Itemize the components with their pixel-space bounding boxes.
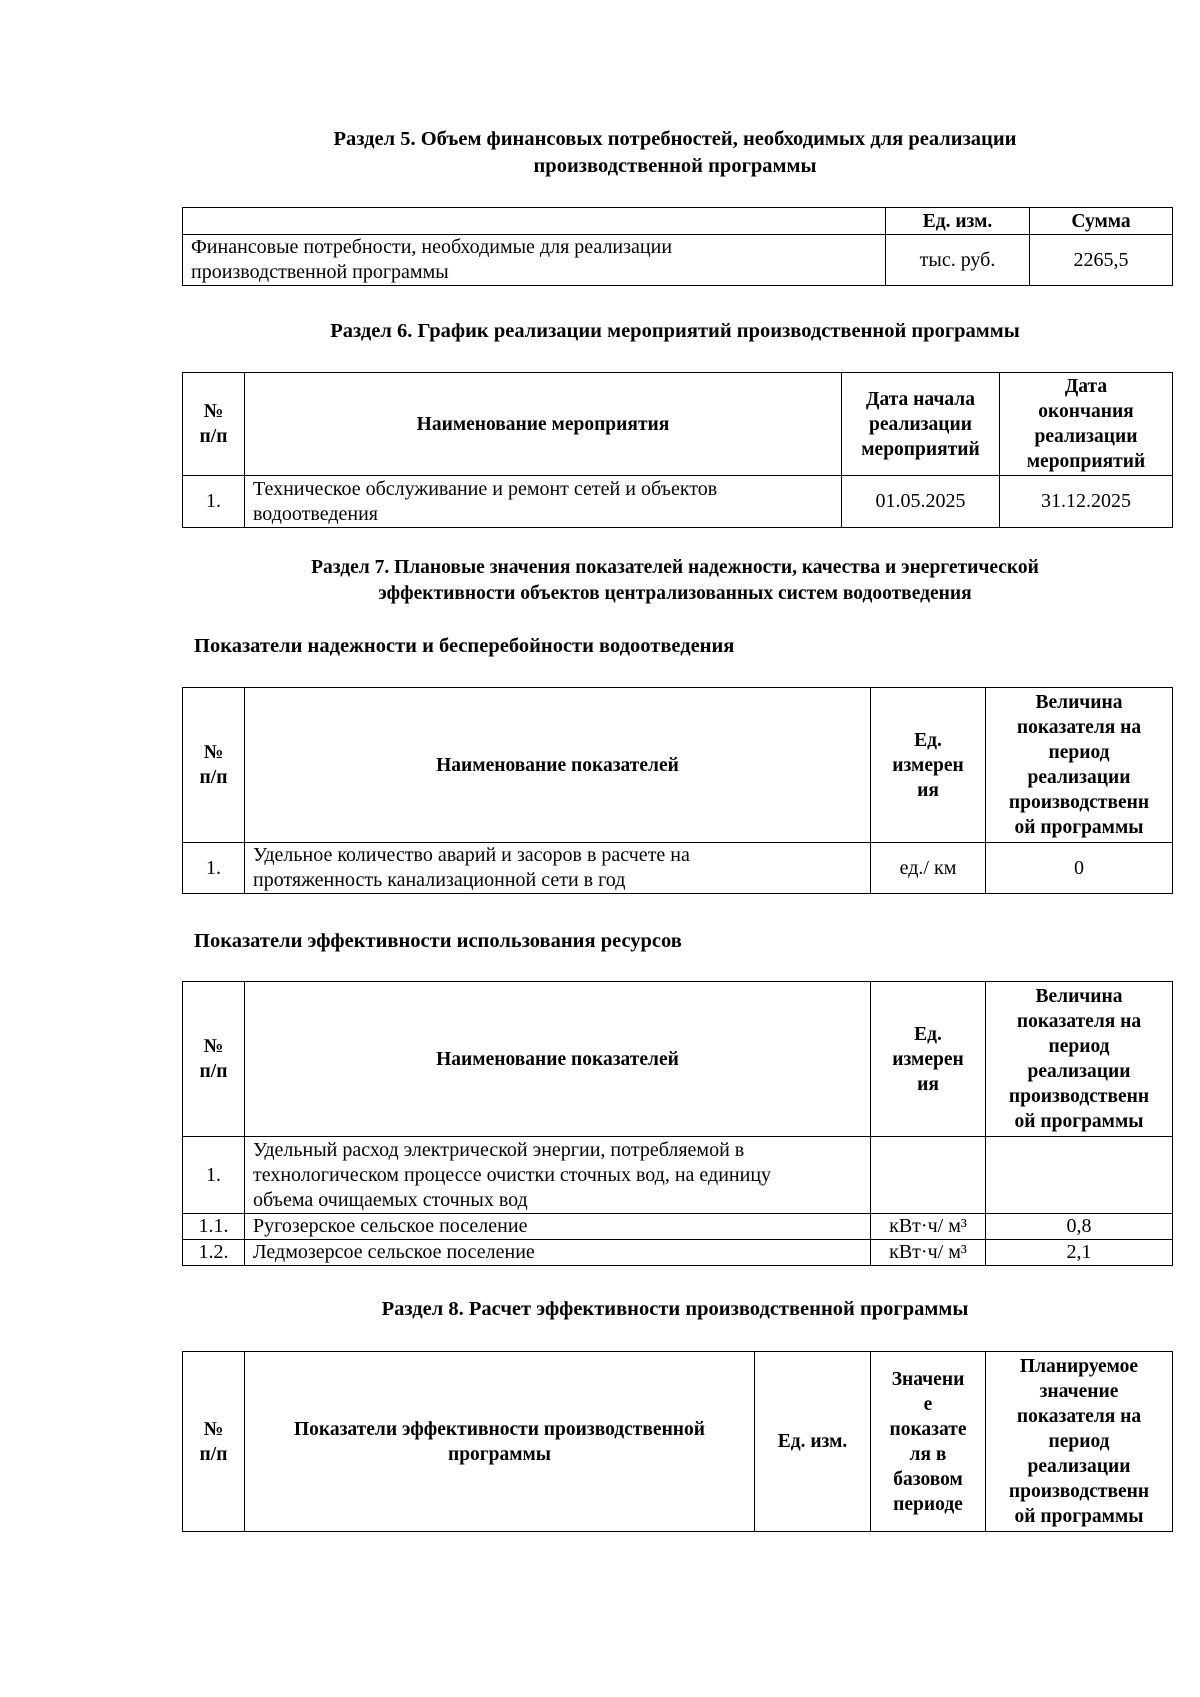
row-value: 2,1 (986, 1240, 1173, 1266)
section7-title: Раздел 7. Плановые значения показателей надежности, качества и энергетической эффективности объектов централизованных систем водоотведения (311, 557, 1039, 604)
row-name: Удельное количество аварий и засоров в расчете на протяженность канализационной сети в год (245, 843, 871, 894)
table-header-row (183, 688, 1173, 843)
section6-table (182, 372, 1173, 528)
header-end-date: Дата окончания реализации мероприятий (1000, 373, 1173, 476)
header-name: Наименование показателей (245, 982, 871, 1137)
row-name: Техническое обслуживание и ремонт сетей и объектов водоотведения (245, 476, 842, 528)
row-num: 1. (183, 1137, 245, 1214)
section5-title: Раздел 5. Объем финансовых потребностей, необходимых для реализации производственной программы (333, 128, 1017, 177)
table-row (183, 1137, 1173, 1214)
row-num: 1.2. (183, 1240, 245, 1266)
row-name: Удельный расход электрической энергии, потребляемой в технологическом процессе очистки сточных вод, на единицу объема очищаемых сточных вод (245, 1137, 871, 1214)
reliability-table (182, 687, 1173, 894)
section8-title: Раздел 8. Расчет эффективности производственной программы (381, 1298, 969, 1320)
table-header-row (183, 1352, 1173, 1532)
header-name: Наименование мероприятия (245, 373, 842, 476)
row-value: 0 (986, 843, 1173, 894)
header-value: Величина показателя на период реализации производственн ой программы (986, 982, 1173, 1137)
header-num: № п/п (183, 373, 245, 476)
table-row (183, 1240, 1173, 1266)
resources-table (182, 981, 1173, 1266)
row-sum: 2265,5 (1030, 235, 1173, 286)
header-name: Наименование показателей (245, 688, 871, 843)
section6-title: Раздел 6. График реализации мероприятий производственной программы (330, 320, 1020, 342)
header-start-date: Дата начала реализации мероприятий (842, 373, 1000, 476)
header-num: № п/п (183, 688, 245, 843)
row-value (986, 1137, 1173, 1214)
table-header-row (183, 982, 1173, 1137)
row-num: 1. (183, 476, 245, 528)
header-sum: Сумма (1030, 208, 1173, 235)
row-num: 1.1. (183, 1214, 245, 1240)
row-unit: кВт·ч/ м³ (871, 1214, 986, 1240)
row-num: 1. (183, 843, 245, 894)
section5-table (182, 207, 1173, 286)
header-planned-value: Планируемое значение показателя на период реализации производственн ой программы (986, 1352, 1173, 1532)
row-value: 0,8 (986, 1214, 1173, 1240)
table-row (183, 843, 1173, 894)
header-blank (183, 208, 886, 235)
header-unit: Ед. измерен ия (871, 688, 986, 843)
table-row (183, 476, 1173, 528)
table-header-row (183, 208, 1173, 235)
header-unit: Ед. изм. (755, 1352, 871, 1532)
row-start-date: 01.05.2025 (842, 476, 1000, 528)
header-value: Величина показателя на период реализации производственн ой программы (986, 688, 1173, 843)
row-unit: кВт·ч/ м³ (871, 1240, 986, 1266)
reliability-subtitle: Показатели надежности и бесперебойности водоотведения (194, 635, 735, 657)
header-unit: Ед. изм. (886, 208, 1030, 235)
row-end-date: 31.12.2025 (1000, 476, 1173, 528)
row-name: Финансовые потребности, необходимые для реализации производственной программы (183, 235, 886, 286)
section8-table (182, 1351, 1173, 1532)
resources-subtitle: Показатели эффективности использования ресурсов (194, 930, 682, 952)
row-unit (871, 1137, 986, 1214)
row-unit: тыс. руб. (886, 235, 1030, 286)
row-name: Ледмозерсое сельское поселение (245, 1240, 871, 1266)
table-header-row (183, 373, 1173, 476)
header-num: № п/п (183, 982, 245, 1137)
row-name: Ругозерское сельское поселение (245, 1214, 871, 1240)
table-row (183, 1214, 1173, 1240)
table-row (183, 235, 1173, 286)
header-name: Показатели эффективности производственной программы (245, 1352, 755, 1532)
row-unit: ед./ км (871, 843, 986, 894)
header-unit: Ед. измерен ия (871, 982, 986, 1137)
header-base-value: Значени е показате ля в базовом периоде (871, 1352, 986, 1532)
header-num: № п/п (183, 1352, 245, 1532)
